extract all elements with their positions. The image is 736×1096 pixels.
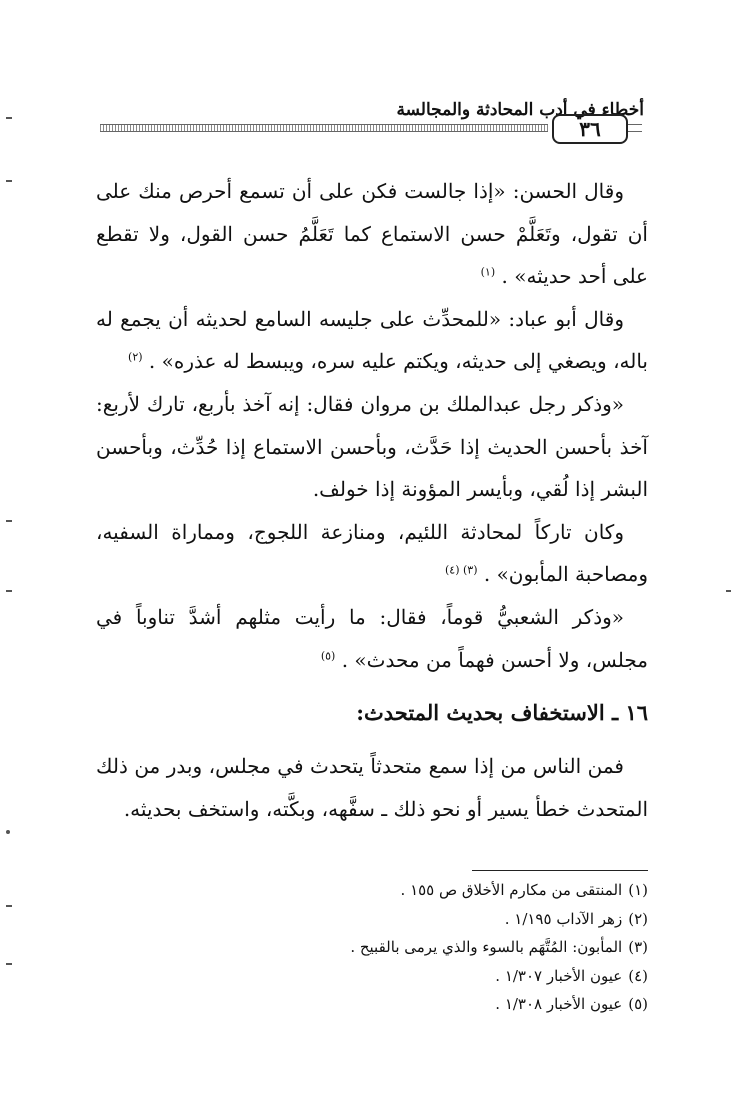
running-header-title: أخطاء في أدب المحادثة والمجالسة: [396, 100, 644, 120]
footnote-number: (٤): [628, 966, 648, 985]
margin-mark: [726, 590, 731, 592]
margin-mark: [6, 830, 10, 834]
paragraph-text: وكان تاركاً لمحادثة اللئيم، ومنازعة اللجوج، ومماراة السفيه، ومصاحبة المأبون» .: [96, 519, 648, 587]
body-text: [96, 170, 648, 681]
footnote-ref: (٣) (٤): [444, 563, 478, 577]
footnote-rule: [472, 870, 648, 871]
paragraph-abdulmalik: [96, 383, 648, 511]
footnote-item: [88, 876, 648, 905]
paragraph-text: «وذكر رجل عبدالملك بن مروان فقال: إنه آخذ بأربع، تارك لأربع: آخذ بأحسن الحديث إذا حَدَّث، وبأحسن الاستماع إذا حُدِّث، وبأحسن البشر إذا لُقي، وبأيسر المؤونة إذا خولف.: [96, 391, 648, 502]
paragraph-hasan: [96, 170, 648, 298]
footnotes: [88, 876, 648, 1019]
footnote-item: [88, 933, 648, 962]
footnote-text: عيون الأخبار ١/٣٠٧ .: [495, 966, 623, 985]
footnote-item: [88, 990, 648, 1019]
footnote-ref: (١): [480, 265, 496, 279]
footnote-item: [88, 905, 648, 934]
footnote-item: [88, 962, 648, 991]
footnote-text: المنتقى من مكارم الأخلاق ص ١٥٥ .: [400, 881, 623, 899]
section-heading: ١٦ ـ الاستخفاف بحديث المتحدث:: [356, 700, 648, 725]
footnote-text: عيون الأخبار ١/٣٠٨ .: [495, 995, 623, 1013]
margin-mark: [6, 520, 12, 522]
paragraph-abu-abbad: [96, 298, 648, 383]
paragraph-abdulmalik-cont: [96, 511, 648, 596]
footnote-text: زهر الآداب ١/١٩٥ .: [504, 909, 623, 928]
section-paragraph: فمن الناس من إذا سمع متحدثاً يتحدث في مجلس، وبدر من ذلك المتحدث خطأ يسير أو نحو ذلك ـ سفَّهه، وبكَّته، واستخف بحديثه.: [96, 754, 648, 821]
paragraph-text: «وذكر الشعبيُّ قوماً، فقال: ما رأيت مثلهم أشدَّ تناوباً في مجلس، ولا أحسن فهماً من محدث» .: [96, 604, 648, 672]
margin-mark: [6, 963, 12, 965]
paragraph-text: وقال أبو عباد: «للمحدِّث على جليسه السامع لحديثه أن يجمع له باله، ويصغي إلى حديثه، ويكتم عليه سره، ويبسط له عذره» .: [96, 306, 648, 374]
paragraph-text: وقال الحسن: «إذا جالست فكن على أن تسمع أحرص منك على أن تقول، وتَعَلَّمْ حسن الاستماع كما تَعَلَّمُ حسن القول، ولا تقطع على أحد حديثه» .: [96, 179, 648, 289]
margin-mark: [6, 905, 12, 907]
header-rule-end: [628, 124, 642, 132]
footnote-number: (٥): [628, 995, 648, 1013]
footnote-number: (٣): [628, 938, 648, 956]
margin-mark: [6, 117, 12, 119]
footnote-number: (١): [628, 881, 648, 899]
margin-mark: [6, 180, 12, 182]
margin-mark: [6, 590, 12, 592]
footnote-ref: (٥): [320, 648, 336, 662]
paragraph-shabi: [96, 596, 648, 681]
footnote-number: (٢): [628, 909, 648, 928]
header-rule: [100, 124, 548, 132]
footnote-text: المأبون: المُتَّهَم بالسوء والذي يرمى بالقبيح .: [350, 938, 623, 956]
footnote-ref: (٢): [128, 350, 143, 364]
page-number: ٣٦: [552, 114, 628, 144]
section-text: [96, 745, 648, 830]
